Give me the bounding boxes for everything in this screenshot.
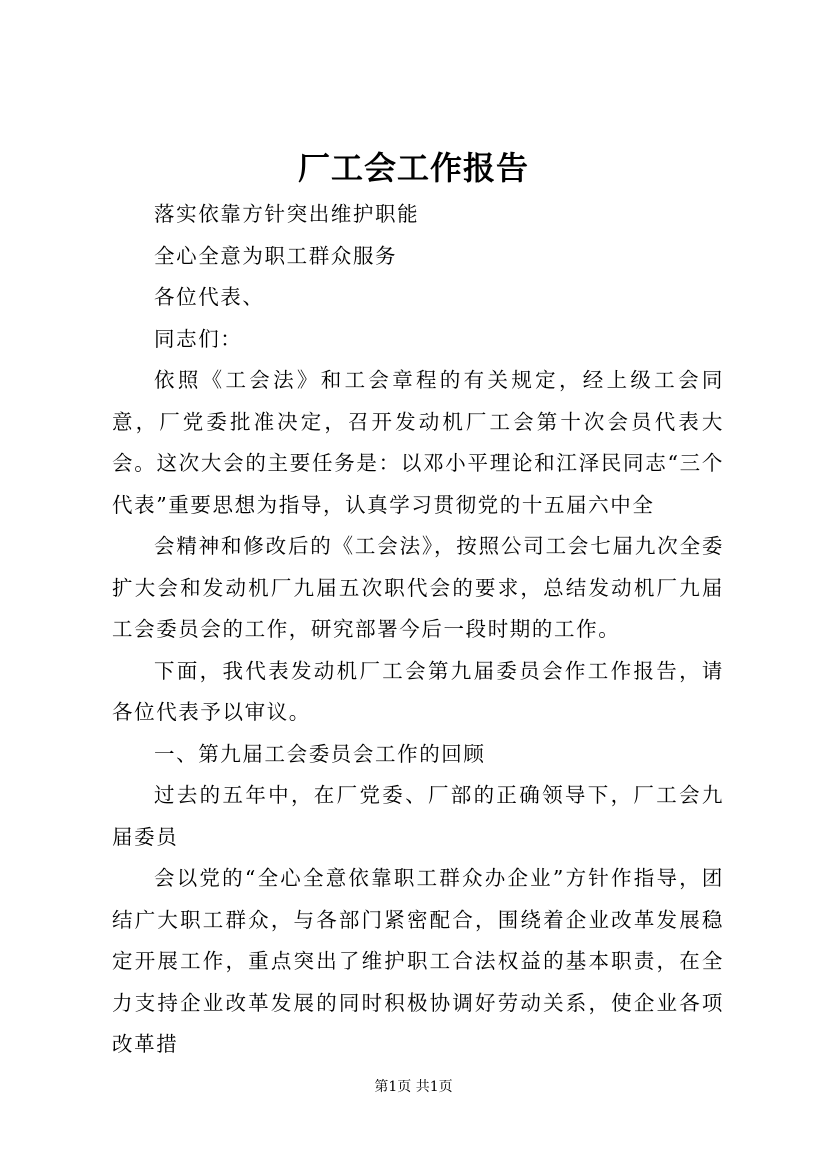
- section-heading: 一、第九届工会委员会工作的回顾: [154, 741, 486, 766]
- paragraph-body: 会精神和修改后的《工会法》，按照公司工会七届九次全委扩大会和发动机厂九届五次职代会的要求，总结发动机厂九届工会委员会的工作，研究部署今后一段时期的工作。: [112, 534, 724, 641]
- paragraph-salutation-2: 同志们：: [154, 326, 243, 351]
- paragraph-body: 会以党的“全心全意依靠职工群众办企业”方针作指导，团结广大职工群众，与各部门紧密配合，围绕着企业改革发展稳定开展工作，重点突出了维护职工合法权益的基本职责，在全力支持企业改革发展的同时积极协调好劳动关系，使企业各项改革措: [112, 866, 724, 1056]
- paragraph-subtitle-1: 落实依靠方针突出维护职能: [154, 202, 420, 226]
- page-footer: 第1页 共1页: [374, 1079, 453, 1095]
- paragraph-body: 过去的五年中，在厂党委、厂部的正确领导下，厂工会九届委员: [112, 783, 724, 849]
- document-title: 厂工会工作报告: [297, 149, 529, 187]
- paragraph-salutation-1: 各位代表、: [154, 285, 265, 309]
- paragraph-body: 依照《工会法》和工会章程的有关规定，经上级工会同意，厂党委批准决定，召开发动机厂工会第十次会员代表大会。这次大会的主要任务是：以邓小平理论和江泽民同志“三个代表”重要思想为指导，认真学习贯彻党的十五届六中全: [112, 368, 724, 517]
- paragraph-body: 下面，我代表发动机厂工会第九届委员会作工作报告，请各位代表予以审议。: [112, 658, 724, 724]
- paragraph-subtitle-2: 全心全意为职工群众服务: [154, 243, 398, 268]
- document-body: [112, 194, 724, 1066]
